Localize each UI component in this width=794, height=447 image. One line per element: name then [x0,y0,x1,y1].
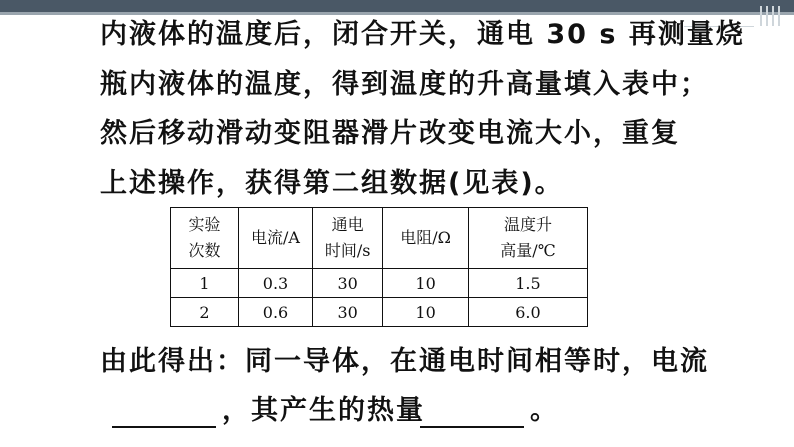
header-text: 电流/A [251,228,300,247]
slide-header-bar [0,0,794,12]
table-row [171,269,588,298]
answer-blank-1[interactable] [112,404,216,428]
table-row [171,298,588,327]
header-text: 时间/s [324,241,371,260]
table-cell: 1.5 [468,269,587,298]
table-cell: 0.3 [238,269,312,298]
header-temperature-rise [468,208,587,269]
answer-blank-2[interactable] [420,404,524,428]
table-cell: 10 [383,269,469,298]
table-cell: 2 [171,298,239,327]
table-cell: 30 [313,269,383,298]
table-cell: 10 [383,298,469,327]
header-text: 实验 [188,215,221,234]
paragraph-line-4: 上述操作，获得第二组数据(见表)。 [100,168,564,199]
table-cell: 1 [171,269,239,298]
header-resistance [383,208,469,269]
conclusion-line: 由此得出：同一导体，在通电时间相等时，电流 [100,346,709,377]
conclusion-middle-text: ，其产生的热量 [222,395,425,426]
paragraph-line-2: 瓶内液体的温度，得到温度的升高量填入表中； [100,69,709,100]
slide-header-accent [0,12,794,15]
corner-decoration [754,2,788,32]
header-text: 电阻/Ω [400,228,451,247]
header-trial-number [171,208,239,269]
header-current [238,208,312,269]
table-cell: 30 [313,298,383,327]
header-time [313,208,383,269]
header-text: 温度升 [503,215,552,234]
header-text: 通电 [331,215,364,234]
paragraph-line-3: 然后移动滑动变阻器滑片改变电流大小，重复 [100,118,680,149]
table-header-row [171,208,588,269]
header-text: 次数 [188,241,221,260]
conclusion-end-text: 。 [530,395,557,426]
paragraph-line-1: 内液体的温度后，闭合开关，通电 30 s 再测量烧 [100,19,745,50]
header-text: 高量/℃ [500,241,556,260]
data-table [170,207,588,327]
table-cell: 6.0 [468,298,587,327]
table-cell: 0.6 [238,298,312,327]
